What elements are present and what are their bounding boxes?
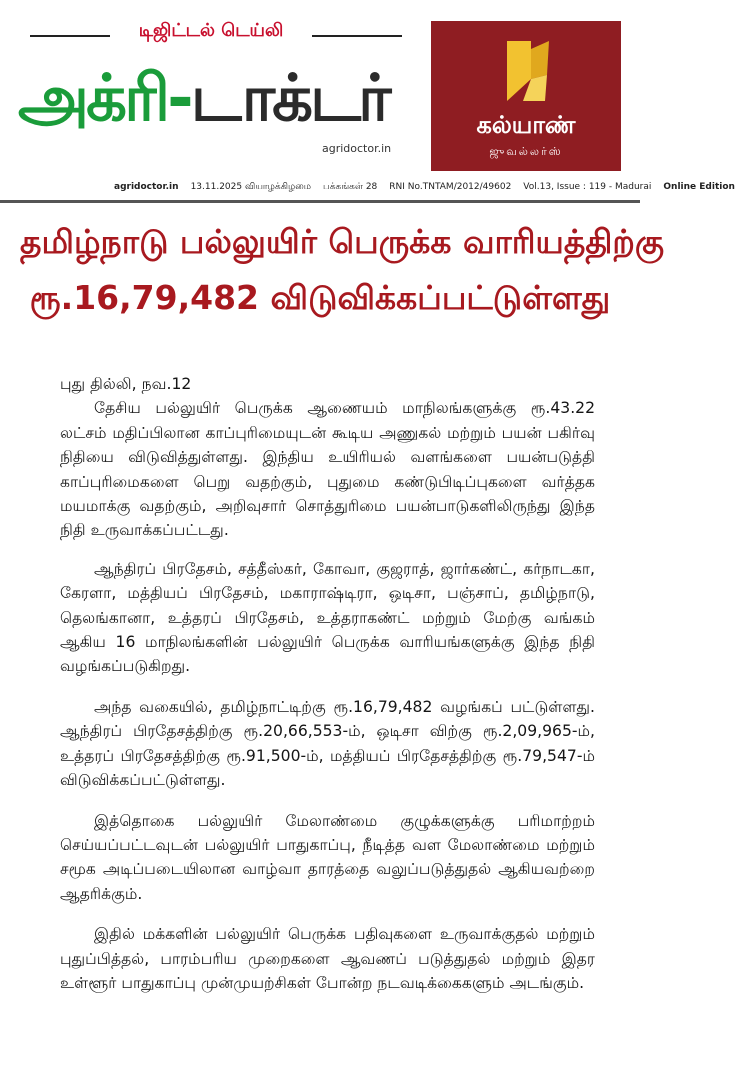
headline-line-1: தமிழ்நாடு பல்லுயிர் பெருக்க வாரியத்திற்கு — [20, 222, 664, 261]
logo-text-dark: டாக்டர் — [190, 62, 389, 136]
issue-info-bar — [108, 178, 735, 196]
info-volume: Vol.13, Issue : 119 - Madurai — [523, 182, 652, 192]
article-paragraph: இத்தொகை பல்லுயிர் மேலாண்மை குழுக்களுக்கு பரிமாற்றம் செய்யப்பட்டவுடன் பல்லுயிர் பாதுகாப்பு, நீடித்த வள மேலாண்மை மற்றும் சமூக அடிப்படையிலான வாழ்வா தாரத்தை வலுப்படுத்துதல் ஆகியவற்றை ஆதரிக்கும். — [60, 811, 595, 903]
article-dateline: புது தில்லி, நவ.12 — [60, 375, 192, 393]
headline-line-2: ரூ.16,79,482 விடுவிக்கப்பட்டுள்ளது — [29, 278, 611, 317]
info-date: 13.11.2025 வியாழக்கிழமை — [190, 181, 311, 192]
kalyan-logo-icon — [503, 39, 551, 103]
masthead-tagline: டிஜிட்டல் டெய்லி — [138, 20, 284, 41]
article-headline — [20, 214, 664, 326]
masthead-rule-right — [312, 35, 402, 37]
kalyan-jewellers-advert[interactable] — [431, 21, 621, 171]
advert-brand-name: கல்யாண் — [476, 111, 576, 139]
masthead-url: agridoctor.in — [322, 142, 392, 155]
article-body — [60, 372, 595, 1011]
masthead-divider — [0, 200, 640, 203]
info-rni: RNI No.TNTAM/2012/49602 — [389, 182, 512, 192]
info-pages: பக்கங்கள் 28 — [323, 181, 378, 192]
article-paragraph: இதில் மக்களின் பல்லுயிர் பெருக்க பதிவுகளை உருவாக்குதல் மற்றும் புதுப்பித்தல், பாரம்பரிய முறைகளை ஆவணப் படுத்துதல் மற்றும் இதர உள்ளூர் பாதுகாப்பு முன்முயற்சிகள் போன்ற நடவடிக்கைகளும் அடங்கும். — [60, 925, 595, 992]
newspaper-logo — [18, 58, 418, 140]
info-edition: Online Edition — [663, 182, 735, 192]
article-paragraph: ஆந்திரப் பிரதேசம், சத்தீஸ்கர், கோவா, குஜராத், ஜார்கண்ட், கர்நாடகா, கேரளா, மத்தியப் பிரதேசம், மகாராஷ்டிரா, ஒடிசா, பஞ்சாப், தமிழ்நாடு, தெலங்கானா, உத்தரப் பிரதேசம், உத்தராகண்ட் மற்றும் மேற்கு வங்கம் ஆகிய 16 மாநிலங்களின் பல்லுயிர் பெருக்க வாரியங்களுக்கு இந்த நிதி வழங்கப்படுகிறது. — [60, 559, 595, 676]
advert-brand-subtitle: ஜுவல்லர்ஸ் — [489, 145, 563, 158]
masthead — [0, 0, 735, 200]
info-site: agridoctor.in — [114, 182, 179, 192]
masthead-rule-left — [30, 35, 110, 37]
article-paragraph: அந்த வகையில், தமிழ்நாட்டிற்கு ரூ.16,79,482 வழங்கப் பட்டுள்ளது. ஆந்திரப் பிரதேசத்திற்கு ரூ.20,66,553-ம், ஒடிசா விற்கு ரூ.2,09,965-ம், உத்தரப் பிரதேசத்திற்கு ரூ.91,500-ம், மத்தியப் பிரதேசத்திற்கு ரூ.79,547-ம் விடுவிக்கப்பட்டுள்ளது. — [60, 697, 595, 790]
article-paragraph: தேசிய பல்லுயிர் பெருக்க ஆணையம் மாநிலங்களுக்கு ரூ.43.22 லட்சம் மதிப்பிலான காப்புரிமையுடன் கூடிய அணுகல் மற்றும் பயன் பகிர்வு நிதியை விடுவித்துள்ளது. இந்திய உயிரியல் வளங்களை பயன்படுத்தி காப்புரிமைகளை பெறு வதற்கும், புதுமை கண்டுபிடிப்புகளை வர்த்தக மயமாக்கு வதற்கும், அறிவுசார் சொத்துரிமை பயன்பாடுகளிலிருந்து இந்த நிதி உருவாக்கப்பட்டது. — [60, 399, 595, 540]
logo-text-green: அக்ரி- — [18, 62, 191, 136]
